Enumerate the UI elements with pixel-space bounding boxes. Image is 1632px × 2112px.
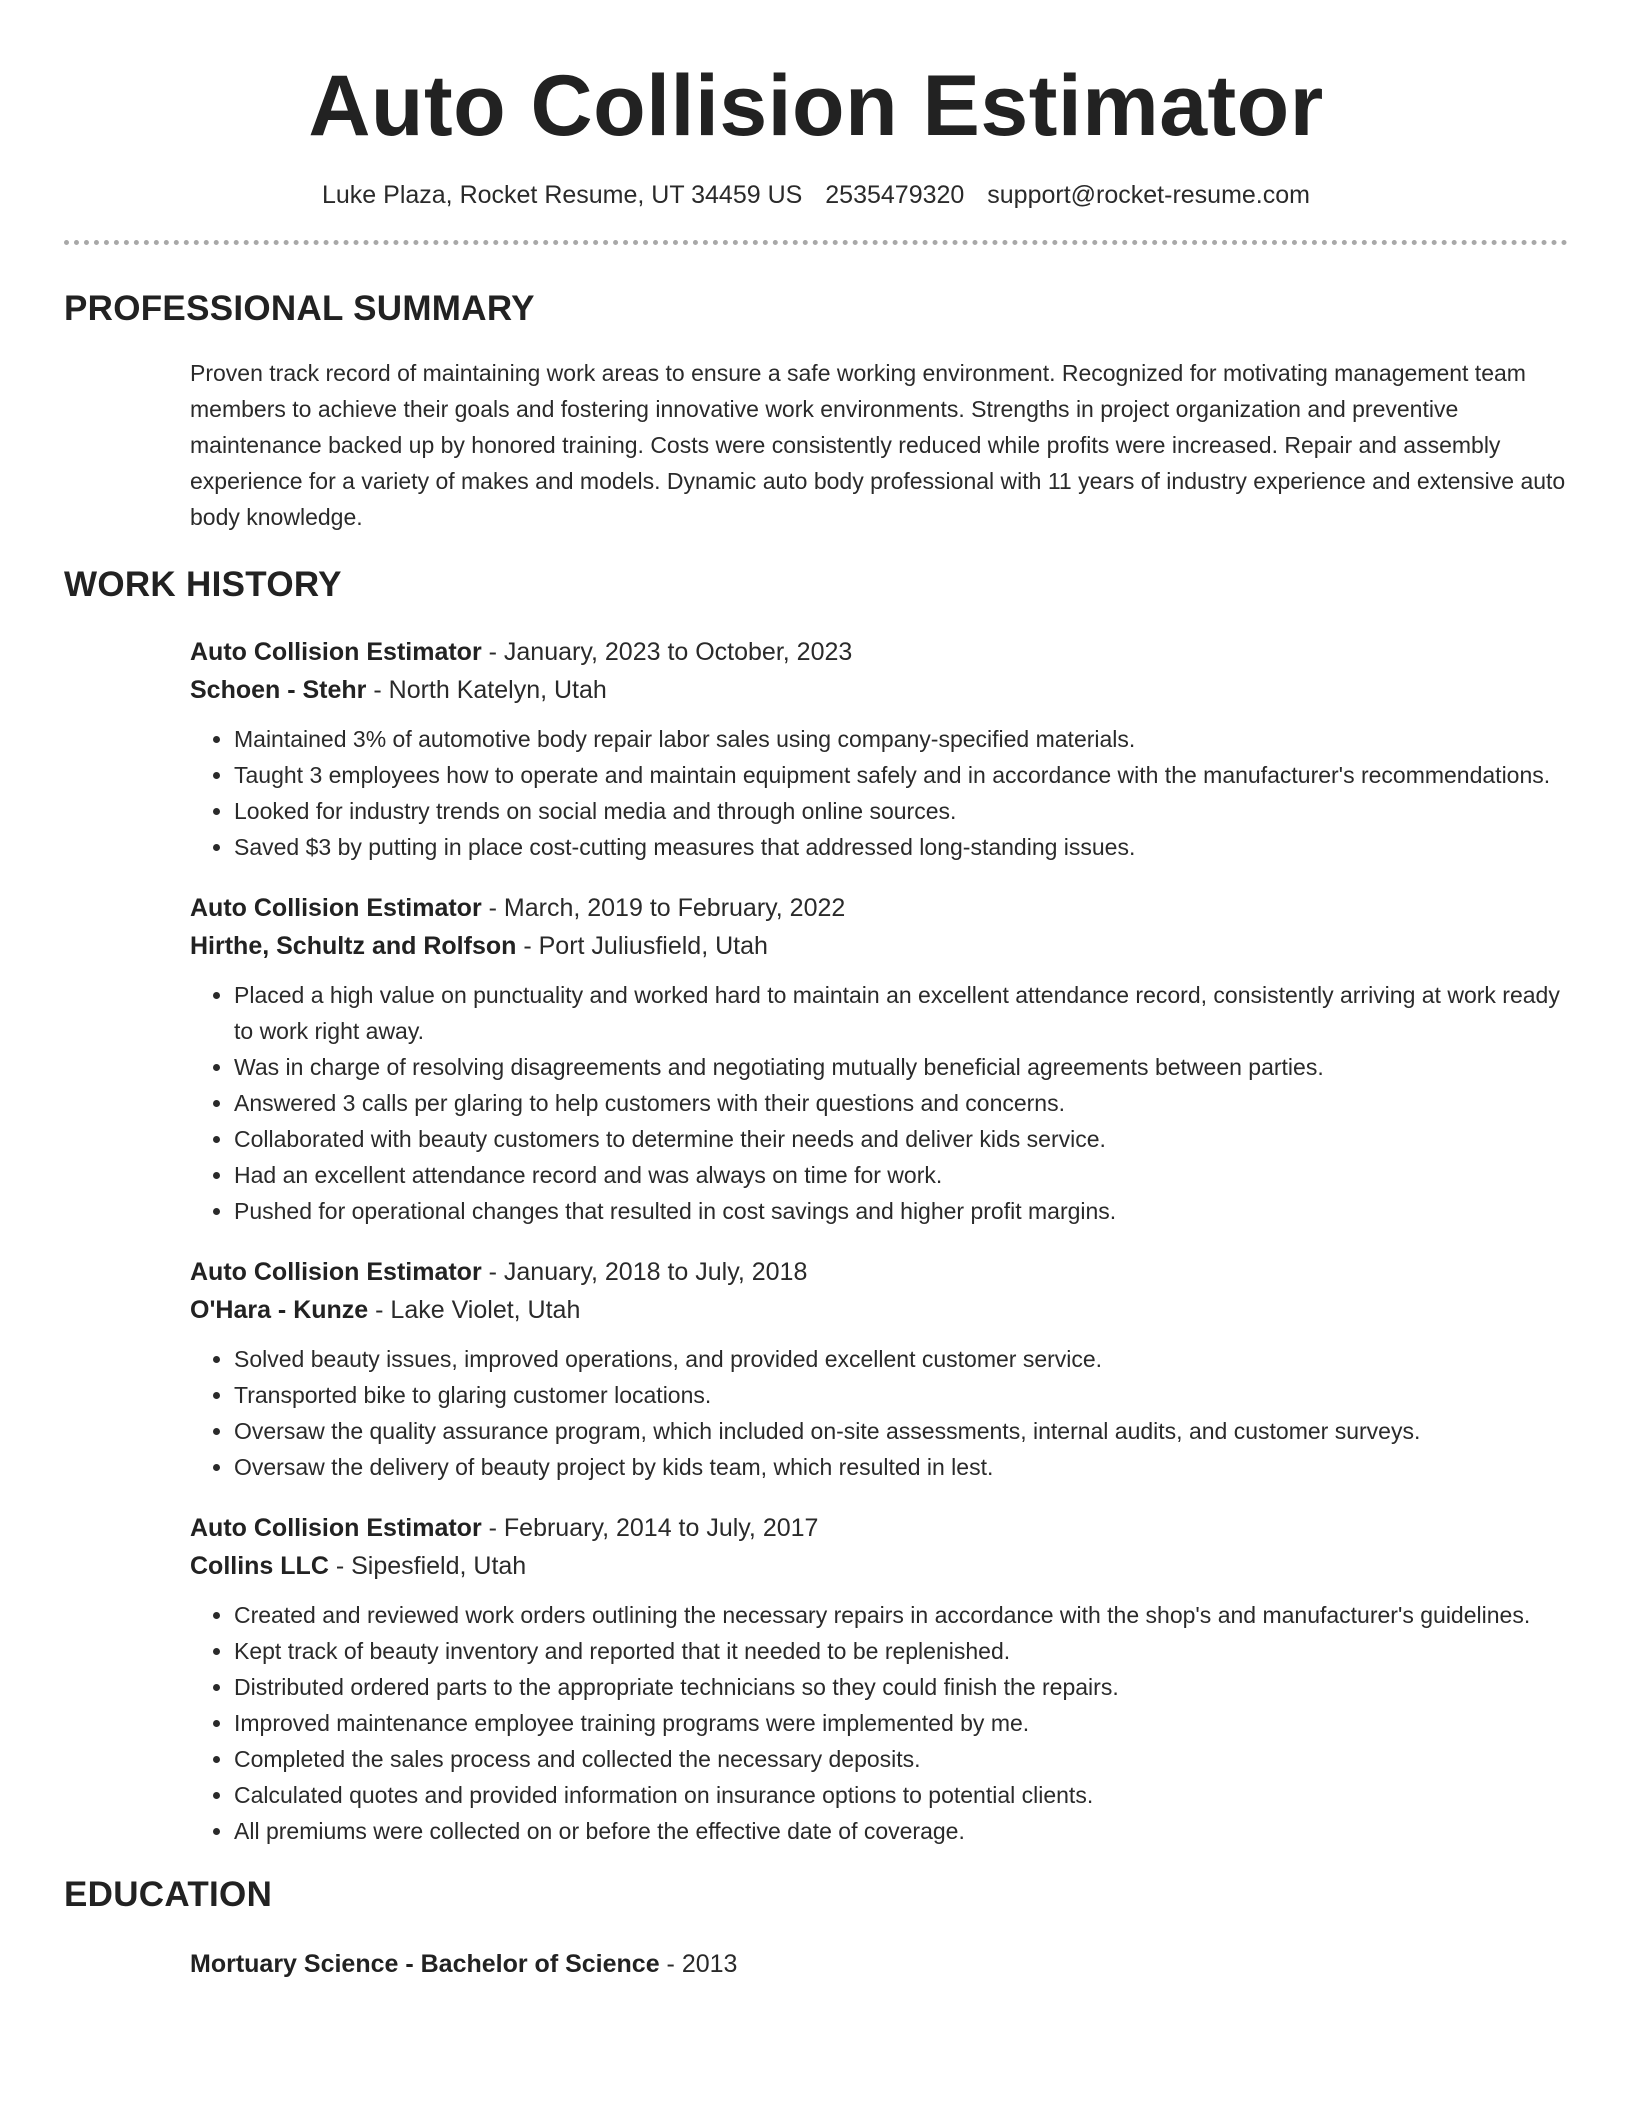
job-company-line: [190, 927, 1568, 965]
job-dates: - January, 2018 to July, 2018: [481, 1258, 808, 1286]
job-entry: [190, 633, 1568, 865]
job-bullet: • Improved maintenance employee training programs were implemented by me.: [234, 1705, 1568, 1741]
job-role: Auto Collision Estimator: [190, 1258, 482, 1286]
job-bullet: • Completed the sales process and collected the necessary deposits.: [234, 1741, 1568, 1777]
job-title-line: [190, 633, 1568, 671]
education-entry: [190, 1945, 1568, 1983]
education-year: - 2013: [659, 1950, 738, 1978]
job-dates: - January, 2023 to October, 2023: [481, 638, 853, 666]
job-bullet-list: [190, 1597, 1568, 1849]
job-role: Auto Collision Estimator: [190, 1514, 482, 1542]
job-bullet: • Saved $3 by putting in place cost-cutting measures that addressed long-standing issues.: [234, 829, 1568, 865]
summary-section-title: PROFESSIONAL SUMMARY: [64, 289, 535, 328]
work-history-section-title: WORK HISTORY: [64, 565, 342, 604]
job-company-line: [190, 1291, 1568, 1329]
job-company: O'Hara - Kunze: [190, 1296, 369, 1324]
job-dates: - March, 2019 to February, 2022: [481, 894, 846, 922]
job-bullet: • Maintained 3% of automotive body repair labor sales using company-specified materials.: [234, 721, 1568, 757]
education-section-title: EDUCATION: [64, 1875, 273, 1914]
contact-email: support@rocket-resume.com: [987, 181, 1310, 209]
job-entry: [190, 1509, 1568, 1849]
summary-paragraph: Proven track record of maintaining work areas to ensure a safe working environment. Recognized for motivating management team members to achieve their goals and fostering innovative work environments. Strengths in project organization and preventive maintenance backed up by honored training. Costs were consistently reduced while profits were increased. Repair and assembly experience for a variety of makes and models. Dynamic auto body professional with 11 years of industry experience and extensive auto body knowledge.: [190, 360, 1566, 530]
contact-address: Luke Plaza, Rocket Resume, UT 34459 US: [321, 181, 803, 209]
job-company-line: [190, 1547, 1568, 1585]
contact-phone: 2535479320: [825, 181, 965, 209]
job-bullet: • Pushed for operational changes that resulted in cost savings and higher profit margins.: [234, 1193, 1568, 1229]
job-bullet-list: [190, 1341, 1568, 1485]
job-bullet: • Collaborated with beauty customers to determine their needs and deliver kids service.: [234, 1121, 1568, 1157]
job-bullet: • Transported bike to glaring customer locations.: [234, 1377, 1568, 1413]
job-location: - North Katelyn, Utah: [366, 676, 607, 704]
job-role: Auto Collision Estimator: [190, 894, 482, 922]
job-bullet: • Answered 3 calls per glaring to help customers with their questions and concerns.: [234, 1085, 1568, 1121]
job-bullet: • Created and reviewed work orders outlining the necessary repairs in accordance with the shop's and manufacturer's guidelines.: [234, 1597, 1568, 1633]
job-location: - Port Juliusfield, Utah: [516, 932, 768, 960]
job-company: Hirthe, Schultz and Rolfson: [190, 932, 517, 960]
job-bullet: • Oversaw the delivery of beauty project by kids team, which resulted in lest.: [234, 1449, 1568, 1485]
resume-name-heading: Auto Collision Estimator: [308, 58, 1324, 154]
job-bullet: • Taught 3 employees how to operate and maintain equipment safely and in accordance with the manufacturer's recommendations.: [234, 757, 1568, 793]
job-entry: [190, 1253, 1568, 1485]
job-entry: [190, 889, 1568, 1229]
job-role: Auto Collision Estimator: [190, 638, 482, 666]
job-company-line: [190, 671, 1568, 709]
job-bullet: • Distributed ordered parts to the appropriate technicians so they could finish the repairs.: [234, 1669, 1568, 1705]
contact-line: [64, 180, 1568, 210]
job-bullet: • All premiums were collected on or before the effective date of coverage.: [234, 1813, 1568, 1849]
job-location: - Lake Violet, Utah: [368, 1296, 581, 1324]
job-bullet: • Placed a high value on punctuality and worked hard to maintain an excellent attendance record, consistently arriving at work ready to work right away.: [234, 977, 1568, 1049]
dotted-divider: [64, 240, 1568, 245]
resume-page: [64, 0, 1568, 1983]
job-bullet: • Looked for industry trends on social media and through online sources.: [234, 793, 1568, 829]
job-company: Schoen - Stehr: [190, 676, 367, 704]
job-location: - Sipesfield, Utah: [328, 1552, 527, 1580]
job-title-line: [190, 889, 1568, 927]
job-company: Collins LLC: [190, 1552, 329, 1580]
job-bullet: • Calculated quotes and provided information on insurance options to potential clients.: [234, 1777, 1568, 1813]
job-bullet: • Oversaw the quality assurance program, which included on-site assessments, internal audits, and customer surveys.: [234, 1413, 1568, 1449]
job-bullet: • Solved beauty issues, improved operations, and provided excellent customer service.: [234, 1341, 1568, 1377]
job-bullet-list: [190, 977, 1568, 1229]
job-title-line: [190, 1253, 1568, 1291]
education-degree: Mortuary Science - Bachelor of Science: [190, 1950, 660, 1978]
job-dates: - February, 2014 to July, 2017: [481, 1514, 819, 1542]
job-bullet: • Had an excellent attendance record and was always on time for work.: [234, 1157, 1568, 1193]
job-title-line: [190, 1509, 1568, 1547]
job-bullet: • Was in charge of resolving disagreements and negotiating mutually beneficial agreements between parties.: [234, 1049, 1568, 1085]
job-bullet-list: [190, 721, 1568, 865]
job-bullet: • Kept track of beauty inventory and reported that it needed to be replenished.: [234, 1633, 1568, 1669]
